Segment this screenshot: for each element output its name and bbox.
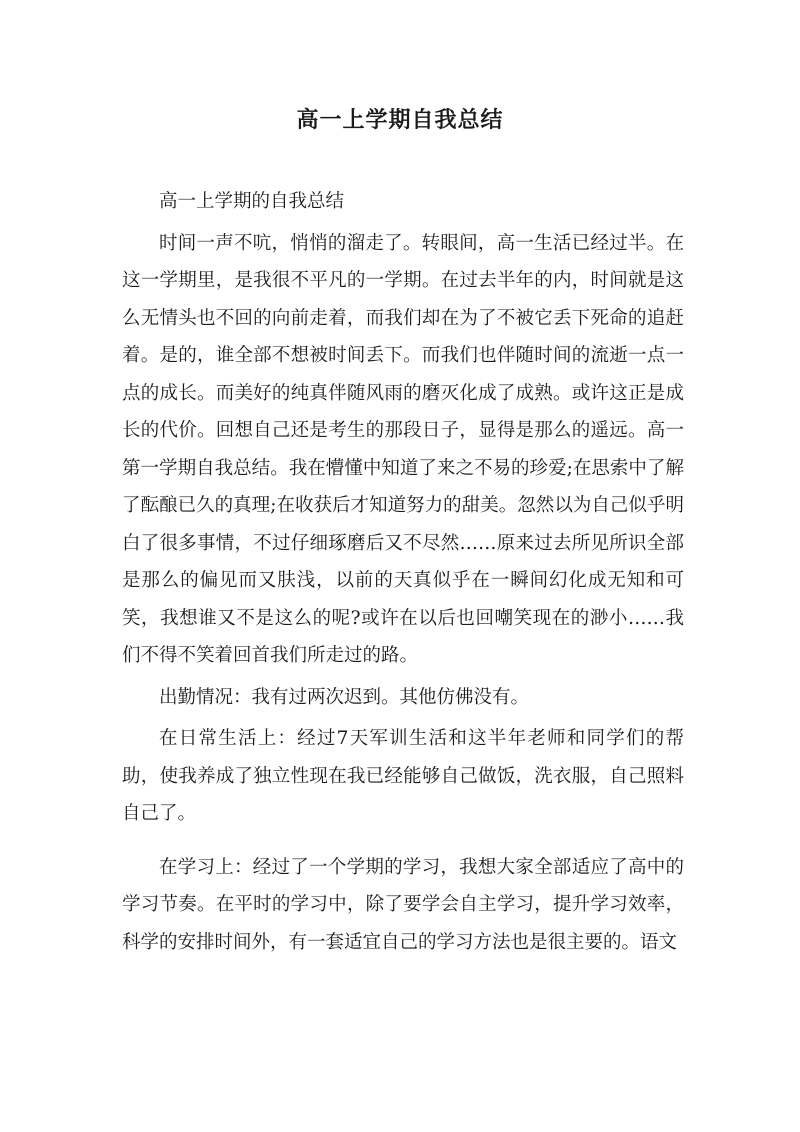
paragraph-time: 时间一声不吭，悄悄的溜走了。转眼间，高一生活已经过半。在这一学期里，是我很不平凡的一学期。在过去半年的内，时间就是这么无情头也不回的向前走着，而我们却在为了不被它丢下死命的追赶着。是的，谁全部不想被时间丢下。而我们也伴随时间的流逝一点一点的成长。而美好的纯真伴随风雨的磨灭化成了成熟。或许这正是成长的代价。回想自己还是考生的那段日子，显得是那么的遥远。高一第一学期自我总结。我在懵懂中知道了来之不易的珍爱;在思索中了解了酝酿已久的真理;在收获后才知道努力的甜美。忽然以为自己似乎明白了很多事情，不过仔细琢磨后又不尽然……原来过去所见所识全部是那么的偏见而又肤浅，以前的天真似乎在一瞬间幻化成无知和可笑，我想谁又不是这么的呢?或许在以后也回嘲笑现在的渺小……我们不得不笑着回首我们所走过的路。 <box>122 232 684 666</box>
document-body <box>122 183 684 961</box>
document-title: 高一上学期自我总结 <box>296 107 504 133</box>
paragraph-study: 在学习上：经过了一个学期的学习，我想大家全部适应了高中的学习节奏。在平时的学习中，除了要学会自主学习，提升学习效率，科学的安排时间外，有一套适宜自己的学习方法也是很主要的。语文 <box>122 856 684 953</box>
subtitle-paragraph: 高一上学期的自我总结 <box>159 191 345 212</box>
paragraph-daily-life: 在日常生活上：经过7天军训生活和这半年老师和同学们的帮助，使我养成了独立性现在我已经能够自己做饭，洗衣服，自己照料自己了。 <box>122 728 684 824</box>
paragraph-attendance: 出勤情况：我有过两次迟到。其他仿佛没有。 <box>159 686 530 708</box>
